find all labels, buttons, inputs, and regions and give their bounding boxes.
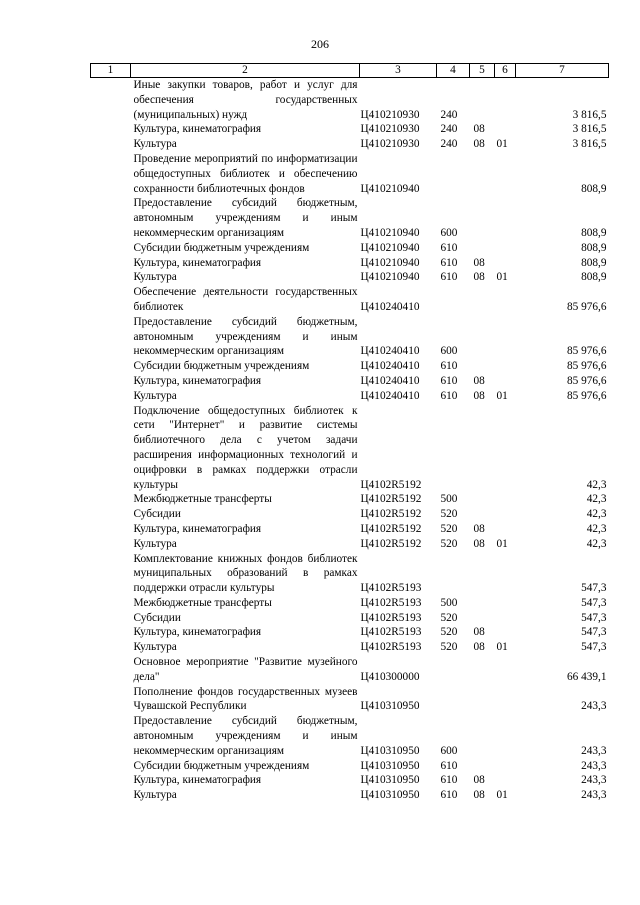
cell-name: Культура, кинематография bbox=[133, 374, 262, 387]
cell-name: Субсидии бюджетным учреждениям bbox=[133, 241, 310, 254]
cell-amount: 3 816,5 bbox=[572, 138, 607, 151]
cell-subsection bbox=[495, 404, 516, 493]
cell-name: Субсидии бюджетным учреждениям bbox=[133, 759, 310, 772]
header-col-2: 2 bbox=[131, 64, 360, 78]
cell-section bbox=[470, 196, 495, 240]
cell-subsection: 01 bbox=[496, 789, 508, 802]
table-row bbox=[91, 122, 609, 137]
table-row bbox=[91, 640, 609, 655]
cell-expense-type bbox=[437, 404, 470, 493]
cell-empty bbox=[91, 611, 131, 626]
cell-amount: 547,3 bbox=[581, 611, 607, 624]
cell-amount: 808,9 bbox=[581, 182, 607, 195]
cell-subsection bbox=[495, 78, 516, 123]
header-col-3: 3 bbox=[360, 64, 437, 78]
cell-section bbox=[470, 315, 495, 359]
cell-section bbox=[470, 596, 495, 611]
table-row bbox=[91, 241, 609, 256]
cell-section bbox=[470, 285, 495, 315]
cell-empty bbox=[91, 122, 131, 137]
cell-amount: 808,9 bbox=[581, 271, 607, 284]
cell-expense-type: 610 bbox=[440, 374, 458, 387]
table-row bbox=[91, 152, 609, 196]
cell-name: Межбюджетные трансферты bbox=[133, 596, 272, 609]
table-row bbox=[91, 404, 609, 493]
cell-section: 08 bbox=[473, 138, 485, 151]
cell-section bbox=[470, 685, 495, 715]
cell-expense-type: 610 bbox=[440, 271, 458, 284]
cell-subsection bbox=[495, 374, 516, 389]
cell-amount: 3 816,5 bbox=[572, 108, 607, 121]
cell-name: Культура bbox=[133, 537, 177, 550]
cell-target-code: Ц410210930 bbox=[360, 123, 420, 136]
cell-empty bbox=[91, 315, 131, 359]
cell-subsection bbox=[495, 714, 516, 758]
cell-expense-type: 600 bbox=[440, 345, 458, 358]
cell-subsection bbox=[495, 773, 516, 788]
cell-target-code: Ц410240410 bbox=[360, 300, 420, 313]
cell-expense-type: 600 bbox=[440, 226, 458, 239]
cell-expense-type: 610 bbox=[440, 256, 458, 269]
cell-amount: 85 976,6 bbox=[566, 360, 607, 373]
cell-target-code: Ц410310950 bbox=[360, 789, 420, 802]
cell-subsection bbox=[495, 759, 516, 774]
cell-amount: 243,3 bbox=[581, 759, 607, 772]
cell-name: Субсидии bbox=[133, 508, 181, 521]
cell-empty bbox=[91, 640, 131, 655]
cell-expense-type: 500 bbox=[440, 596, 458, 609]
cell-empty bbox=[91, 241, 131, 256]
cell-amount: 808,9 bbox=[581, 226, 607, 239]
cell-name: Культура, кинематография bbox=[133, 522, 262, 535]
cell-subsection bbox=[495, 625, 516, 640]
cell-empty bbox=[91, 537, 131, 552]
header-col-7: 7 bbox=[516, 64, 609, 78]
cell-target-code: Ц410300000 bbox=[360, 670, 420, 683]
table-row bbox=[91, 137, 609, 152]
cell-amount: 42,3 bbox=[586, 478, 607, 491]
cell-amount: 243,3 bbox=[581, 789, 607, 802]
table-row bbox=[91, 507, 609, 522]
cell-name: Основное мероприятие "Развитие музейного дела" bbox=[133, 656, 358, 683]
cell-section: 08 bbox=[473, 256, 485, 269]
cell-section bbox=[470, 655, 495, 685]
cell-name: Культура, кинематография bbox=[133, 774, 262, 787]
table-row bbox=[91, 359, 609, 374]
cell-section bbox=[470, 359, 495, 374]
cell-target-code: Ц410310950 bbox=[360, 759, 420, 772]
header-col-5: 5 bbox=[470, 64, 495, 78]
cell-expense-type: 610 bbox=[440, 774, 458, 787]
header-col-6: 6 bbox=[495, 64, 516, 78]
budget-table bbox=[90, 63, 609, 803]
cell-section bbox=[470, 611, 495, 626]
cell-empty bbox=[91, 714, 131, 758]
cell-name: Предоставление субсидий бюджетным, автономным учреждениям и иным некоммерческим организациям bbox=[133, 715, 358, 757]
cell-amount: 243,3 bbox=[581, 774, 607, 787]
cell-target-code: Ц410210940 bbox=[360, 256, 420, 269]
cell-target-code: Ц4102R5192 bbox=[360, 537, 422, 550]
cell-subsection bbox=[495, 122, 516, 137]
table-row bbox=[91, 714, 609, 758]
cell-empty bbox=[91, 788, 131, 803]
cell-amount: 85 976,6 bbox=[566, 374, 607, 387]
cell-expense-type: 610 bbox=[440, 241, 458, 254]
cell-name: Культура, кинематография bbox=[133, 626, 262, 639]
cell-target-code: Ц4102R5192 bbox=[360, 522, 422, 535]
cell-name: Субсидии bbox=[133, 611, 181, 624]
cell-subsection: 01 bbox=[496, 271, 508, 284]
cell-target-code: Ц410310950 bbox=[360, 700, 420, 713]
cell-name: Предоставление субсидий бюджетным, автономным учреждениям и иным некоммерческим организациям bbox=[133, 197, 358, 239]
cell-section bbox=[470, 507, 495, 522]
cell-expense-type bbox=[437, 685, 470, 715]
cell-name: Подключение общедоступных библиотек к сети "Интернет" и развитие системы библиотечного дела с учетом задачи расширения информационных технологий и оцифровки в рамках поддержки отрасли культуры bbox=[133, 404, 358, 491]
cell-section: 08 bbox=[473, 271, 485, 284]
cell-empty bbox=[91, 759, 131, 774]
cell-subsection bbox=[495, 285, 516, 315]
cell-section bbox=[470, 78, 495, 123]
cell-expense-type: 500 bbox=[440, 493, 458, 506]
cell-section: 08 bbox=[473, 641, 485, 654]
cell-target-code: Ц410310950 bbox=[360, 744, 420, 757]
cell-expense-type: 520 bbox=[440, 626, 458, 639]
page-number: 206 bbox=[311, 37, 329, 51]
table-row bbox=[91, 492, 609, 507]
cell-section: 08 bbox=[473, 626, 485, 639]
table-row bbox=[91, 270, 609, 285]
cell-expense-type: 520 bbox=[440, 537, 458, 550]
cell-empty bbox=[91, 270, 131, 285]
cell-empty bbox=[91, 359, 131, 374]
cell-section: 08 bbox=[473, 774, 485, 787]
cell-subsection bbox=[495, 507, 516, 522]
cell-section bbox=[470, 759, 495, 774]
cell-target-code: Ц4102R5193 bbox=[360, 582, 422, 595]
cell-expense-type: 520 bbox=[440, 522, 458, 535]
cell-section bbox=[470, 241, 495, 256]
cell-target-code: Ц410210940 bbox=[360, 226, 420, 239]
table-row bbox=[91, 611, 609, 626]
table-row bbox=[91, 522, 609, 537]
cell-empty bbox=[91, 507, 131, 522]
cell-amount: 42,3 bbox=[586, 493, 607, 506]
cell-target-code: Ц410210940 bbox=[360, 182, 420, 195]
cell-name: Межбюджетные трансферты bbox=[133, 493, 272, 506]
cell-amount: 243,3 bbox=[581, 700, 607, 713]
cell-amount: 42,3 bbox=[586, 522, 607, 535]
cell-amount: 243,3 bbox=[581, 744, 607, 757]
cell-subsection bbox=[495, 522, 516, 537]
cell-amount: 547,3 bbox=[581, 596, 607, 609]
cell-empty bbox=[91, 152, 131, 196]
cell-subsection bbox=[495, 196, 516, 240]
cell-section: 08 bbox=[473, 374, 485, 387]
cell-name: Культура bbox=[133, 389, 177, 402]
cell-expense-type: 240 bbox=[440, 138, 458, 151]
cell-section: 08 bbox=[473, 123, 485, 136]
cell-expense-type bbox=[437, 552, 470, 596]
cell-amount: 547,3 bbox=[581, 641, 607, 654]
cell-section: 08 bbox=[473, 537, 485, 550]
table-row bbox=[91, 552, 609, 596]
table-row bbox=[91, 596, 609, 611]
table-row bbox=[91, 625, 609, 640]
cell-subsection: 01 bbox=[496, 389, 508, 402]
cell-section bbox=[470, 492, 495, 507]
cell-subsection bbox=[495, 685, 516, 715]
cell-empty bbox=[91, 685, 131, 715]
cell-empty bbox=[91, 389, 131, 404]
cell-target-code: Ц4102R5193 bbox=[360, 641, 422, 654]
table-row bbox=[91, 788, 609, 803]
cell-subsection: 01 bbox=[496, 537, 508, 550]
cell-target-code: Ц410240410 bbox=[360, 389, 420, 402]
cell-subsection bbox=[495, 256, 516, 271]
cell-empty bbox=[91, 773, 131, 788]
cell-empty bbox=[91, 374, 131, 389]
cell-target-code: Ц4102R5192 bbox=[360, 478, 422, 491]
table-row bbox=[91, 256, 609, 271]
cell-empty bbox=[91, 552, 131, 596]
cell-subsection bbox=[495, 241, 516, 256]
cell-empty bbox=[91, 522, 131, 537]
table-row bbox=[91, 374, 609, 389]
cell-target-code: Ц410210930 bbox=[360, 108, 420, 121]
cell-subsection bbox=[495, 611, 516, 626]
table-body bbox=[91, 78, 609, 804]
cell-subsection bbox=[495, 655, 516, 685]
cell-target-code: Ц410210940 bbox=[360, 241, 420, 254]
cell-empty bbox=[91, 137, 131, 152]
table-row bbox=[91, 655, 609, 685]
cell-expense-type bbox=[437, 152, 470, 196]
cell-subsection bbox=[495, 359, 516, 374]
table-row bbox=[91, 759, 609, 774]
table-row bbox=[91, 685, 609, 715]
cell-amount: 547,3 bbox=[581, 626, 607, 639]
cell-section: 08 bbox=[473, 389, 485, 402]
table-row bbox=[91, 389, 609, 404]
cell-target-code: Ц4102R5193 bbox=[360, 596, 422, 609]
cell-empty bbox=[91, 256, 131, 271]
cell-expense-type: 610 bbox=[440, 360, 458, 373]
cell-target-code: Ц410240410 bbox=[360, 360, 420, 373]
cell-subsection: 01 bbox=[496, 641, 508, 654]
cell-section bbox=[470, 552, 495, 596]
cell-expense-type: 610 bbox=[440, 389, 458, 402]
cell-expense-type: 520 bbox=[440, 611, 458, 624]
cell-empty bbox=[91, 196, 131, 240]
cell-subsection bbox=[495, 552, 516, 596]
header-col-1: 1 bbox=[91, 64, 131, 78]
cell-subsection bbox=[495, 152, 516, 196]
cell-name: Культура bbox=[133, 271, 177, 284]
cell-target-code: Ц4102R5192 bbox=[360, 493, 422, 506]
table-row bbox=[91, 78, 609, 123]
cell-expense-type: 240 bbox=[440, 108, 458, 121]
cell-name: Иные закупки товаров, работ и услуг для обеспечения государственных (муниципальных) нужд bbox=[133, 79, 358, 121]
cell-subsection bbox=[495, 315, 516, 359]
table-row bbox=[91, 537, 609, 552]
cell-expense-type bbox=[437, 655, 470, 685]
cell-amount: 547,3 bbox=[581, 582, 607, 595]
cell-section bbox=[470, 404, 495, 493]
cell-amount: 3 816,5 bbox=[572, 123, 607, 136]
cell-amount: 808,9 bbox=[581, 241, 607, 254]
cell-empty bbox=[91, 655, 131, 685]
cell-target-code: Ц4102R5192 bbox=[360, 508, 422, 521]
table-row bbox=[91, 196, 609, 240]
table-row bbox=[91, 285, 609, 315]
cell-amount: 66 439,1 bbox=[566, 670, 607, 683]
cell-name: Комплектование книжных фондов библиотек муниципальных образований в рамках поддержки отрасли культуры bbox=[133, 552, 358, 595]
cell-name: Культура, кинематография bbox=[133, 256, 262, 269]
cell-name: Предоставление субсидий бюджетным, автономным учреждениям и иным некоммерческим организациям bbox=[133, 315, 358, 358]
cell-amount: 808,9 bbox=[581, 256, 607, 269]
cell-empty bbox=[91, 625, 131, 640]
cell-target-code: Ц410210930 bbox=[360, 138, 420, 151]
cell-amount: 85 976,6 bbox=[566, 300, 607, 313]
cell-amount: 42,3 bbox=[586, 508, 607, 521]
cell-section bbox=[470, 714, 495, 758]
cell-name: Культура bbox=[133, 641, 177, 654]
table-row bbox=[91, 315, 609, 359]
cell-section: 08 bbox=[473, 522, 485, 535]
cell-empty bbox=[91, 78, 131, 123]
cell-name: Культура bbox=[133, 138, 177, 151]
cell-expense-type: 240 bbox=[440, 123, 458, 136]
cell-amount: 85 976,6 bbox=[566, 389, 607, 402]
cell-subsection bbox=[495, 596, 516, 611]
cell-expense-type: 610 bbox=[440, 759, 458, 772]
cell-section bbox=[470, 152, 495, 196]
cell-name: Проведение мероприятий по информатизации общедоступных библиотек и обеспечению сохранности библиотечных фондов bbox=[133, 152, 358, 195]
cell-expense-type bbox=[437, 285, 470, 315]
cell-amount: 85 976,6 bbox=[566, 345, 607, 358]
cell-name: Обеспечение деятельности государственных библиотек bbox=[133, 286, 358, 313]
cell-name: Культура, кинематография bbox=[133, 123, 262, 136]
cell-subsection: 01 bbox=[496, 138, 508, 151]
cell-empty bbox=[91, 492, 131, 507]
cell-expense-type: 610 bbox=[440, 789, 458, 802]
cell-name: Культура bbox=[133, 789, 177, 802]
cell-target-code: Ц410240410 bbox=[360, 374, 420, 387]
cell-expense-type: 600 bbox=[440, 744, 458, 757]
header-col-4: 4 bbox=[437, 64, 470, 78]
cell-empty bbox=[91, 596, 131, 611]
cell-target-code: Ц4102R5193 bbox=[360, 626, 422, 639]
cell-amount: 42,3 bbox=[586, 537, 607, 550]
cell-expense-type: 520 bbox=[440, 641, 458, 654]
cell-subsection bbox=[495, 492, 516, 507]
cell-empty bbox=[91, 404, 131, 493]
cell-name: Пополнение фондов государственных музеев Чувашской Республики bbox=[133, 685, 358, 713]
cell-target-code: Ц410240410 bbox=[360, 345, 420, 358]
cell-expense-type: 520 bbox=[440, 508, 458, 521]
cell-name: Субсидии бюджетным учреждениям bbox=[133, 360, 310, 373]
cell-target-code: Ц4102R5193 bbox=[360, 611, 422, 624]
cell-section: 08 bbox=[473, 789, 485, 802]
header-row bbox=[91, 64, 609, 78]
table-row bbox=[91, 773, 609, 788]
cell-empty bbox=[91, 285, 131, 315]
cell-target-code: Ц410210940 bbox=[360, 271, 420, 284]
cell-target-code: Ц410310950 bbox=[360, 774, 420, 787]
